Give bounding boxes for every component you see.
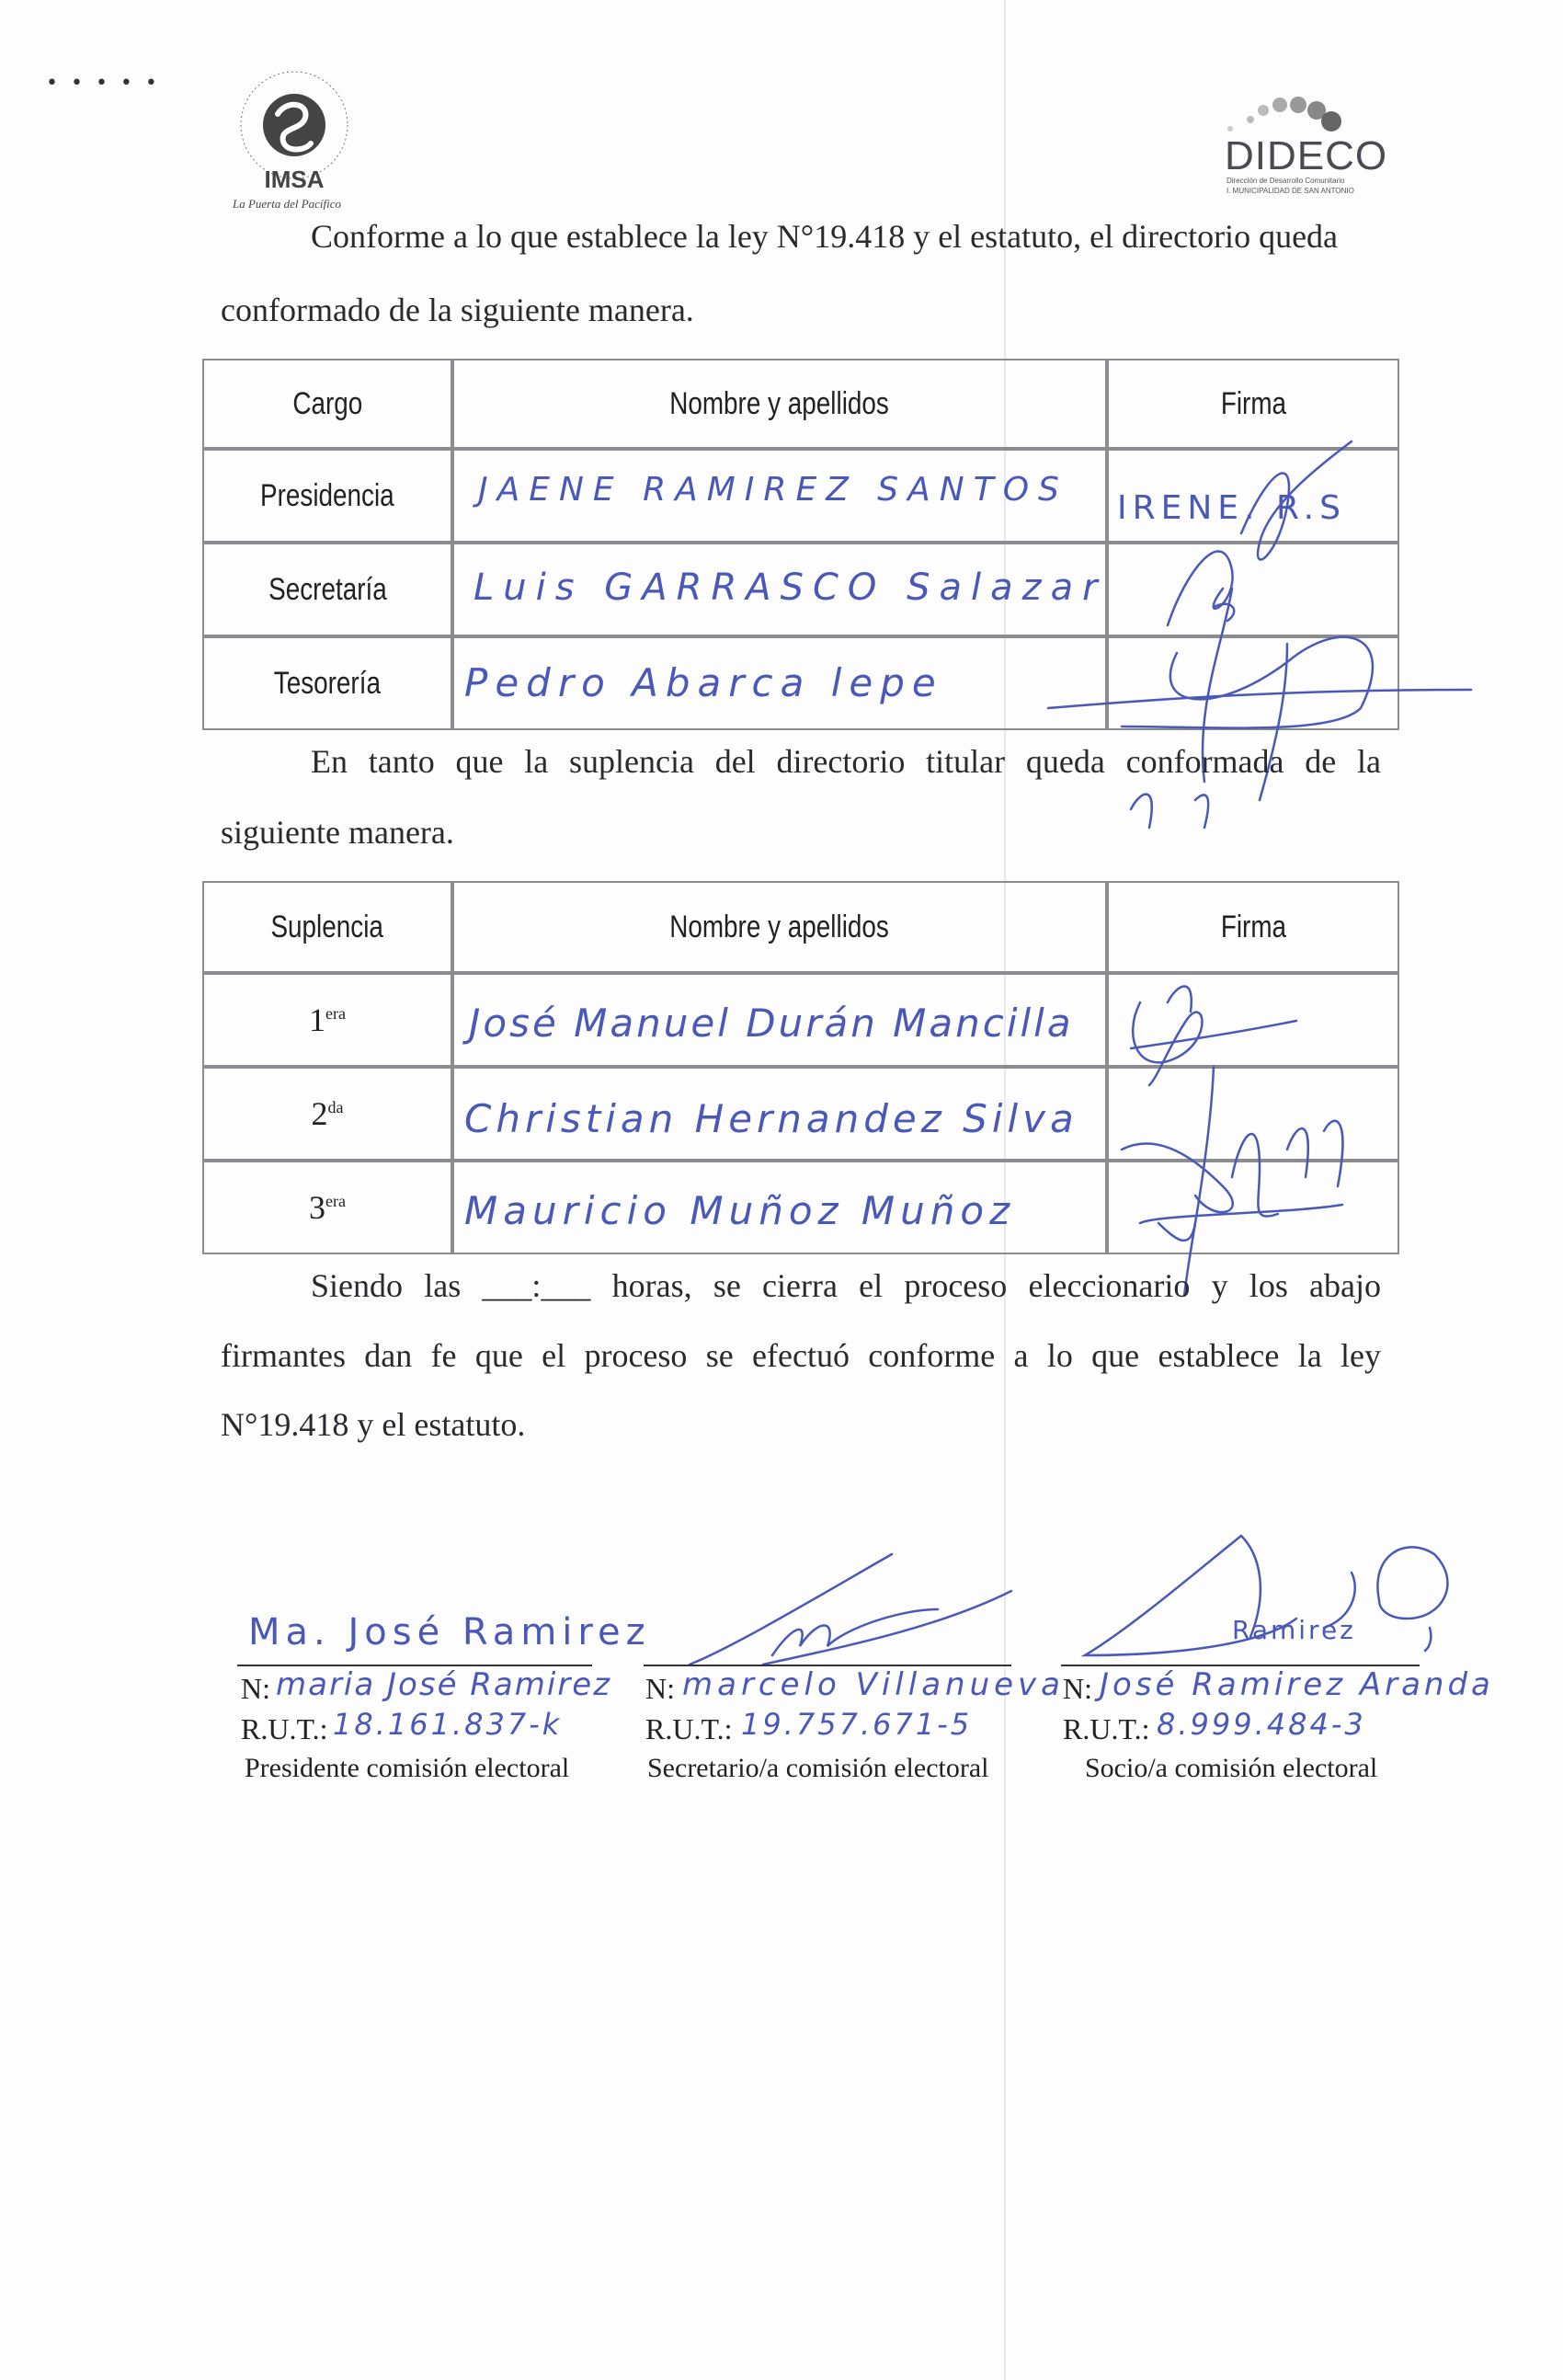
signatory-3-rut-label: R.U.T.:	[1063, 1712, 1150, 1745]
closing-line-3: N°19.418 y el estatuto.	[221, 1406, 526, 1443]
cargo-secretaria: Secretaría	[202, 543, 452, 636]
dideco-name: DIDECO	[1225, 133, 1388, 178]
intro-line-2: conformado de la siguiente manera.	[221, 292, 694, 328]
cargo-tesoreria: Tesorería	[202, 636, 452, 730]
signatory-2-name: marcelo Villanueva	[682, 1666, 1066, 1703]
signatory-2-rut-label: R.U.T.:	[645, 1712, 733, 1745]
imsa-logo	[213, 63, 379, 210]
handwritten-firma-presidencia: IRENE. R.S	[1117, 489, 1346, 527]
handwritten-suplencia-3: Mauricio Muñoz Muñoz	[464, 1188, 1016, 1233]
suplencia-row-2: $2^{da}$	[202, 1067, 452, 1161]
imsa-acronym: IMSA	[264, 166, 325, 193]
signatory-3-rut: 8.999.484-3	[1157, 1707, 1366, 1742]
suplencia-intro-line-2: siguiente manera.	[221, 814, 454, 851]
signatory-3-role: Socio/a comisión electoral	[1085, 1753, 1378, 1783]
imsa-tagline: La Puerta del Pacífico	[232, 197, 342, 210]
signatory-1-name: maria José Ramirez	[276, 1666, 612, 1703]
handwritten-name-secretaria: Luis GARRASCO Salazar	[473, 566, 1107, 609]
signatory-2-role: Secretario/a comisión electoral	[647, 1753, 989, 1783]
signatory-1-n-label: N:	[241, 1672, 270, 1705]
handwritten-name-tesoreria: Pedro Abarca lepe	[464, 660, 943, 705]
header-nombre-suplencia: Nombre y apellidos	[452, 881, 1107, 973]
cargo-presidencia: Presidencia	[202, 449, 452, 543]
closing-line-2: firmantes dan fe que el proceso se efectuó conforme a lo que establece la ley	[221, 1337, 1381, 1374]
signatory-3-handwritten: Ramirez	[1232, 1615, 1356, 1645]
intro-line-1: Conforme a lo que establece la ley N°19.418 y el estatuto, el directorio queda	[311, 218, 1339, 255]
signatory-2-n-label: N:	[645, 1672, 675, 1705]
signatory-3-signature	[1076, 1517, 1489, 1674]
signatory-3-name: José Ramirez Aranda	[1100, 1666, 1494, 1703]
dideco-municipality: I. MUNICIPALIDAD DE SAN ANTONIO	[1226, 187, 1354, 195]
handwritten-suplencia-2: Christian Hernandez Silva	[464, 1096, 1078, 1141]
header-cargo: Cargo	[202, 359, 452, 449]
signatory-1-role: Presidente comisión electoral	[245, 1753, 570, 1783]
signatory-2-rut: 19.757.671-5	[741, 1707, 973, 1742]
signatory-2-signature	[662, 1545, 1030, 1674]
signatory-1-rut-label: R.U.T.:	[241, 1712, 328, 1745]
handwritten-name-presidencia: JAENE RAMIREZ SANTOS	[478, 471, 1068, 509]
suplencia-row-1: $1^{era}$	[202, 973, 452, 1067]
signatory-1-rut: 18.161.837-k	[333, 1707, 563, 1742]
header-firma: Firma	[1107, 359, 1399, 449]
scan-specks: •••••	[46, 72, 170, 95]
suplencia-signatures	[1103, 947, 1379, 1297]
signatory-3-n-label: N:	[1063, 1672, 1092, 1705]
suplencia-row-3: $3^{era}$	[202, 1161, 452, 1254]
handwritten-suplencia-1: José Manuel Durán Mancilla	[469, 1001, 1074, 1046]
header-firma-suplencia: Firma	[1107, 881, 1399, 973]
signatory-1-handwritten: Ma. José Ramirez	[248, 1611, 651, 1653]
header-nombre: Nombre y apellidos	[452, 359, 1107, 449]
header-suplencia: Suplencia	[202, 881, 452, 973]
dideco-subtitle: Dirección de Desarrollo Comunitario	[1226, 177, 1345, 185]
